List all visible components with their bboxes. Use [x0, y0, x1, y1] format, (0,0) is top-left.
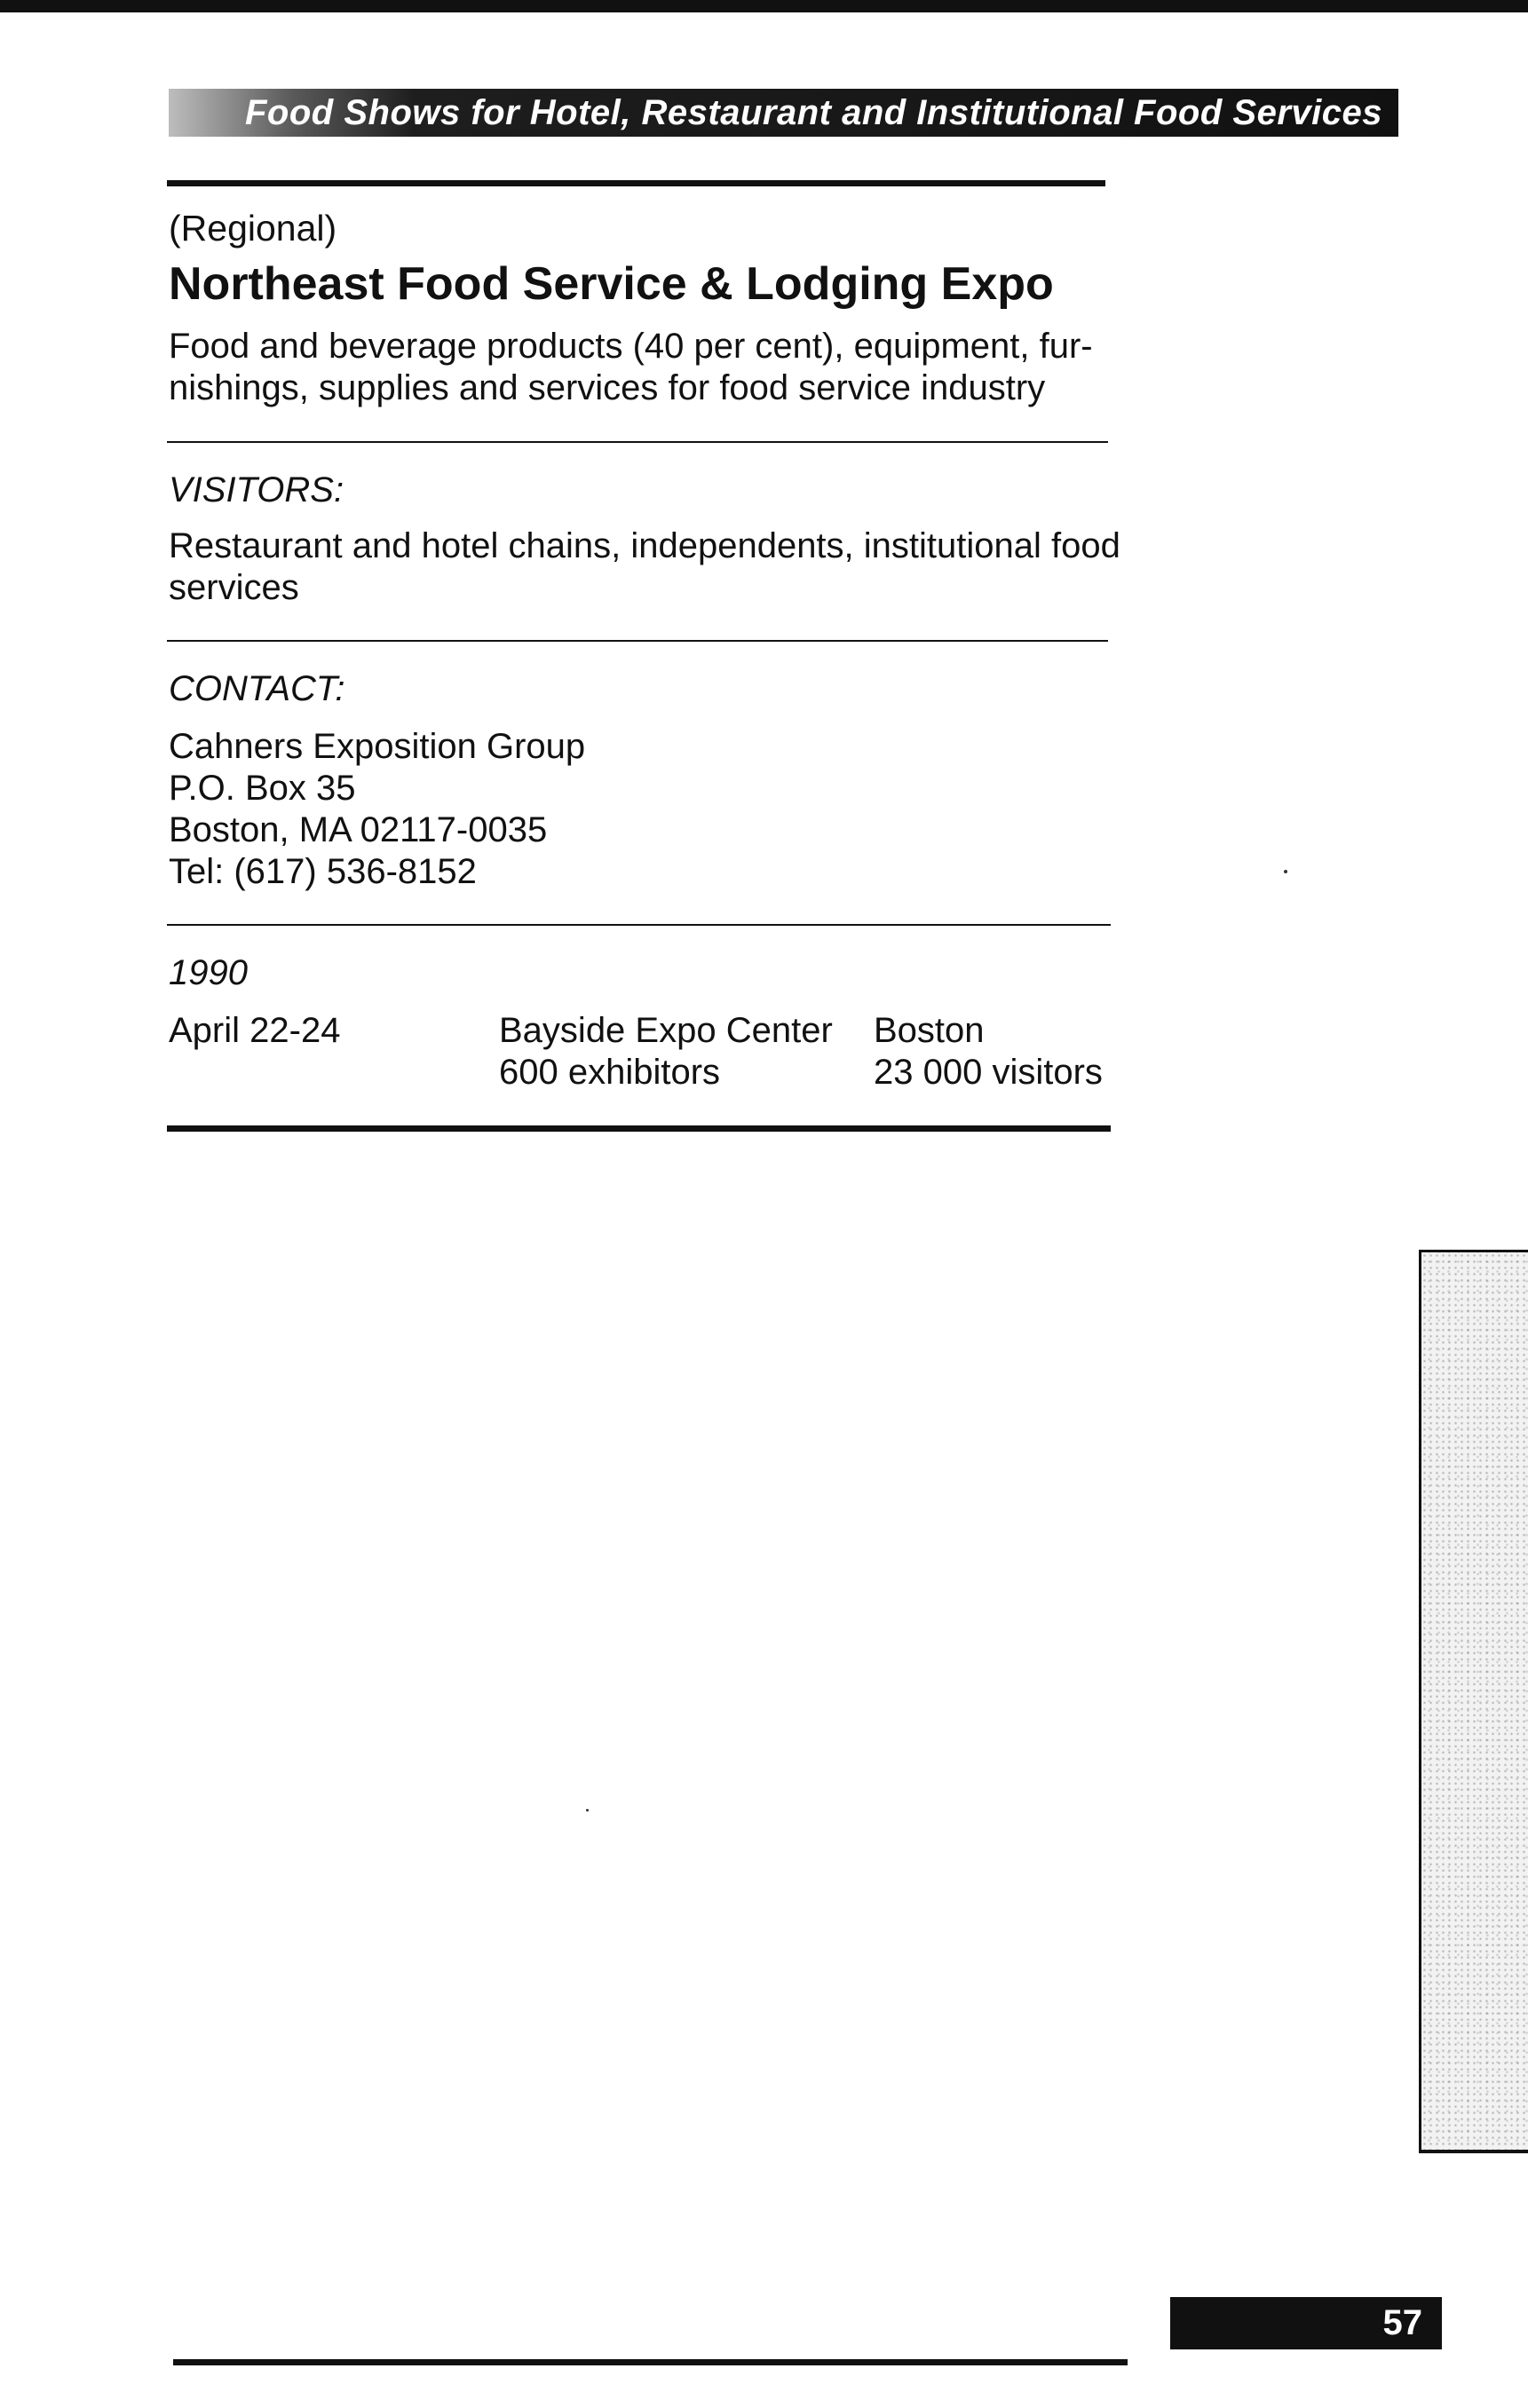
- entry-bottom-rule: [167, 1125, 1111, 1132]
- event-exhibitors: 600 exhibitors: [499, 1053, 721, 1092]
- page-number: 57: [1382, 2303, 1422, 2342]
- page-number-box: [1170, 2297, 1442, 2349]
- footer-rule: [173, 2359, 1128, 2365]
- contact-line: Tel: (617) 536-8152: [169, 852, 477, 891]
- contact-address: [169, 726, 585, 893]
- schedule-year: 1990: [169, 953, 248, 992]
- event-dates: April 22-24: [169, 1011, 341, 1050]
- page-top-rule: [0, 0, 1528, 12]
- scan-speck: [1284, 870, 1287, 873]
- entry-top-rule: [167, 180, 1105, 186]
- section-divider: [167, 640, 1108, 642]
- scan-speck: [586, 1809, 589, 1812]
- visitors-label: VISITORS:: [169, 470, 344, 509]
- visitors-text: [169, 525, 1120, 609]
- show-description: [169, 326, 1093, 409]
- show-description-line: Food and beverage products (40 per cent), equipment, fur-: [169, 327, 1093, 366]
- section-divider: [167, 441, 1108, 443]
- running-header: [169, 89, 1398, 137]
- event-city-block: [874, 1010, 1103, 1093]
- event-venue: Bayside Expo Center: [499, 1011, 833, 1050]
- contact-line: Boston, MA 02117-0035: [169, 810, 548, 849]
- event-venue-block: [499, 1010, 833, 1093]
- thumb-index-tab: [1419, 1250, 1528, 2153]
- entry-region: (Regional): [169, 208, 337, 249]
- show-title: Northeast Food Service & Lodging Expo: [169, 258, 1054, 310]
- contact-line: P.O. Box 35: [169, 769, 356, 808]
- contact-line: Cahners Exposition Group: [169, 727, 586, 766]
- section-divider: [167, 924, 1111, 926]
- event-city: Boston: [874, 1011, 985, 1050]
- event-visitors: 23 000 visitors: [874, 1053, 1103, 1092]
- running-header-title: Food Shows for Hotel, Restaurant and Institutional Food Services: [244, 92, 1382, 132]
- show-description-line: nishings, supplies and services for food service industry: [169, 368, 1046, 407]
- contact-label: CONTACT:: [169, 669, 345, 708]
- visitors-line: Restaurant and hotel chains, independents, institutional food: [169, 526, 1120, 565]
- visitors-line: services: [169, 568, 299, 607]
